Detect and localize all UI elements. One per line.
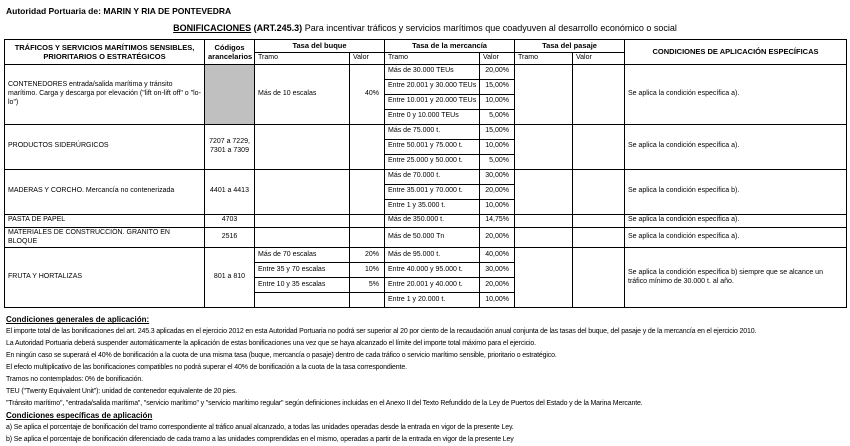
cell-passenger-valor xyxy=(573,124,625,169)
cell-ship-valor xyxy=(350,214,385,227)
cell-passenger-tramo xyxy=(515,64,573,124)
cell-ship-tramo xyxy=(255,169,350,214)
cell-cargo-valor: 15,00% xyxy=(480,124,515,139)
cell-cargo-valor: 5,00% xyxy=(480,154,515,169)
authority-label: Autoridad Portuaria de: xyxy=(6,6,101,16)
cell-cargo-tramo: Entre 20.001 y 40.000 t. xyxy=(385,278,480,293)
cell-codes xyxy=(205,64,255,124)
specific-condition-line: a) Se aplica el porcentaje de bonificación del tramo correspondiente al tráfico anual alcanzado, a todas las unidades operadas desde la entrada en vigor de la presente Ley. xyxy=(6,424,514,432)
general-condition-line: Tramos no contemplados: 0% de bonificación. xyxy=(6,376,143,384)
cell-passenger-valor xyxy=(573,64,625,124)
cell-cargo-tramo: Más de 70.000 t. xyxy=(385,169,480,184)
cell-cargo-valor: 10,00% xyxy=(480,139,515,154)
cell-passenger-valor xyxy=(573,248,625,308)
cell-codes: 4401 a 4413 xyxy=(205,169,255,214)
cell-traffic: PRODUCTOS SIDERÚRGICOS xyxy=(5,124,205,169)
subheader-ship-tramo: Tramo xyxy=(255,53,350,65)
cell-cargo-valor: 20,00% xyxy=(480,227,515,248)
cell-cargo-valor: 20,00% xyxy=(480,278,515,293)
cell-cargo-tramo: Entre 0 y 10.000 TEUs xyxy=(385,109,480,124)
cell-cargo-valor: 30,00% xyxy=(480,169,515,184)
cell-codes: 4703 xyxy=(205,214,255,227)
cell-conditions: Se aplica la condición específica a). xyxy=(625,214,847,227)
cell-ship-valor: 20% xyxy=(350,248,385,263)
general-conditions-heading: Condiciones generales de aplicación: xyxy=(6,315,150,325)
bonifications-table xyxy=(4,39,847,308)
title-subtitle: Para incentivar tráficos y servicios marítimos que coadyuven al desarrollo económico o social xyxy=(302,23,677,33)
cell-cargo-valor: 20,00% xyxy=(480,64,515,79)
cell-conditions: Se aplica la condición específica a). xyxy=(625,124,847,169)
col-header-codes: Códigos arancelarios xyxy=(205,40,255,65)
cell-ship-valor: 10% xyxy=(350,263,385,278)
cell-passenger-tramo xyxy=(515,227,573,248)
cell-passenger-valor xyxy=(573,214,625,227)
subheader-cargo-tramo: Tramo xyxy=(385,53,480,65)
cell-cargo-valor: 40,00% xyxy=(480,248,515,263)
cell-cargo-valor: 10,00% xyxy=(480,293,515,308)
cell-ship-tramo xyxy=(255,214,350,227)
col-header-cargo-tax: Tasa de la mercancía xyxy=(385,40,515,53)
cell-cargo-valor: 5,00% xyxy=(480,109,515,124)
cell-ship-valor: 40% xyxy=(350,64,385,124)
cell-cargo-tramo: Entre 50.001 y 75.000 t. xyxy=(385,139,480,154)
cell-cargo-tramo: Más de 350.000 t. xyxy=(385,214,480,227)
cell-codes: 2516 xyxy=(205,227,255,248)
cell-cargo-tramo: Más de 50.000 Tn xyxy=(385,227,480,248)
cell-conditions: Se aplica la condición específica a). xyxy=(625,64,847,124)
title-main: BONIFICACIONES xyxy=(173,23,252,33)
col-header-passenger-tax: Tasa del pasaje xyxy=(515,40,625,53)
cell-codes: 7207 a 7229, 7301 a 7309 xyxy=(205,124,255,169)
cell-ship-valor xyxy=(350,124,385,169)
cell-ship-tramo: Más de 10 escalas xyxy=(255,64,350,124)
cell-passenger-valor xyxy=(573,169,625,214)
cell-cargo-tramo: Entre 20.001 y 30.000 TEUs xyxy=(385,79,480,94)
cell-ship-valor: 5% xyxy=(350,278,385,293)
col-header-conditions: CONDICIONES DE APLICACIÓN ESPECÍFICAS xyxy=(625,40,847,65)
general-condition-line: La Autoridad Portuaria deberá suspender automáticamente la aplicación de estas bonificaciones una vez que se haya alcanzado el límite del importe total máximo para el ejercicio. xyxy=(6,340,536,348)
cell-cargo-valor: 30,00% xyxy=(480,263,515,278)
general-condition-line: TEU ("Twenty Equivalent Unit"): unidad de contenedor equivalente de 20 pies. xyxy=(6,388,237,396)
title-article: (ART.245.3) xyxy=(251,23,303,33)
cell-ship-valor xyxy=(350,169,385,214)
cell-cargo-valor: 20,00% xyxy=(480,184,515,199)
cell-traffic: MADERAS Y CORCHO. Mercancía no contenerizada xyxy=(5,169,205,214)
general-condition-line: En ningún caso se superará el 40% de bonificación a la cuota de una misma tasa (buque, mercancía o pasaje) dentro de cada tráfico o servicio marítimo sensible, prioritario o estratégico. xyxy=(6,352,557,360)
cell-conditions: Se aplica la condición específica b). xyxy=(625,169,847,214)
general-condition-line: "Tránsito marítimo", "entrada/salida marítima", "servicio marítimo" y "servicio marítimo regular" según definiciones incluidas en el Anexo II del Texto Refundido de la Ley de Puertos del Estado y de la Marina Mercante. xyxy=(6,400,643,408)
cell-passenger-tramo xyxy=(515,214,573,227)
cell-traffic: MATERIALES DE CONSTRUCCIÓN. GRANITO EN BLOQUE xyxy=(5,227,205,248)
cell-ship-tramo: Más de 70 escalas xyxy=(255,248,350,263)
subheader-passenger-valor: Valor xyxy=(573,53,625,65)
cell-conditions: Se aplica la condición específica b) siempre que se alcance un tráfico mínimo de 30.000 t. al año. xyxy=(625,248,847,308)
cell-ship-tramo xyxy=(255,124,350,169)
cell-passenger-tramo xyxy=(515,124,573,169)
authority-name: MARIN Y RIA DE PONTEVEDRA xyxy=(103,6,232,16)
specific-condition-line: b) Se aplica el porcentaje de bonificación diferenciado de cada tramo a las unidades comprendidas en el mismo, operadas a partir de la entrada en vigor de la presente Ley xyxy=(6,436,514,444)
cell-codes: 801 a 810 xyxy=(205,248,255,308)
cell-ship-tramo: Entre 10 y 35 escalas xyxy=(255,278,350,293)
footer xyxy=(4,314,846,446)
document-title xyxy=(4,23,846,33)
cell-cargo-valor: 14,75% xyxy=(480,214,515,227)
cell-ship-tramo: Entre 35 y 70 escalas xyxy=(255,263,350,278)
cell-traffic: PASTA DE PAPEL xyxy=(5,214,205,227)
authority-line xyxy=(4,4,846,16)
cell-cargo-valor: 15,00% xyxy=(480,79,515,94)
general-condition-line: El efecto multiplicativo de las bonificaciones compatibles no podrá superar el 40% de bonificación a la cuota de la tasa correspondiente. xyxy=(6,364,407,372)
cell-cargo-tramo: Entre 10.001 y 20.000 TEUs xyxy=(385,94,480,109)
cell-ship-tramo xyxy=(255,227,350,248)
subheader-ship-valor: Valor xyxy=(350,53,385,65)
general-condition-line: El importe total de las bonificaciones del art. 245.3 aplicadas en el ejercicio 2012 en esta Autoridad Portuaria no podrá ser superior al 20 por ciento de la recaudación anual conjunta de las tasas del buque, del pasaje y de la mercancía en el ejercicio 2010. xyxy=(6,328,757,336)
cell-ship-valor xyxy=(350,293,385,308)
cell-ship-tramo xyxy=(255,293,350,308)
cell-cargo-tramo: Entre 1 y 20.000 t. xyxy=(385,293,480,308)
cell-ship-valor xyxy=(350,227,385,248)
cell-passenger-tramo xyxy=(515,169,573,214)
cell-cargo-tramo: Entre 25.000 y 50.000 t. xyxy=(385,154,480,169)
cell-cargo-tramo: Más de 95.000 t. xyxy=(385,248,480,263)
cell-cargo-tramo: Más de 30.000 TEUs xyxy=(385,64,480,79)
subheader-passenger-tramo: Tramo xyxy=(515,53,573,65)
cell-passenger-valor xyxy=(573,227,625,248)
cell-cargo-tramo: Entre 40.000 y 95.000 t. xyxy=(385,263,480,278)
cell-cargo-tramo: Más de 75.000 t. xyxy=(385,124,480,139)
subheader-cargo-valor: Valor xyxy=(480,53,515,65)
cell-conditions: Se aplica la condición específica a). xyxy=(625,227,847,248)
cell-traffic: FRUTA Y HORTALIZAS xyxy=(5,248,205,308)
specific-conditions-heading: Condiciones específicas de aplicación xyxy=(6,411,153,421)
cell-passenger-tramo xyxy=(515,248,573,308)
cell-traffic: CONTENEDORES entrada/salida marítima y tránsito marítimo. Carga y descarga por elevación ("lift on-lift off" o "lo-lo") xyxy=(5,64,205,124)
cell-cargo-tramo: Entre 35.001 y 70.000 t. xyxy=(385,184,480,199)
col-header-traffic: TRÁFICOS Y SERVICIOS MARÍTIMOS SENSIBLES, PRIORITARIOS O ESTRATÉGICOS xyxy=(5,40,205,65)
col-header-ship-tax: Tasa del buque xyxy=(255,40,385,53)
cell-cargo-valor: 10,00% xyxy=(480,199,515,214)
cell-cargo-valor: 10,00% xyxy=(480,94,515,109)
cell-cargo-tramo: Entre 1 y 35.000 t. xyxy=(385,199,480,214)
